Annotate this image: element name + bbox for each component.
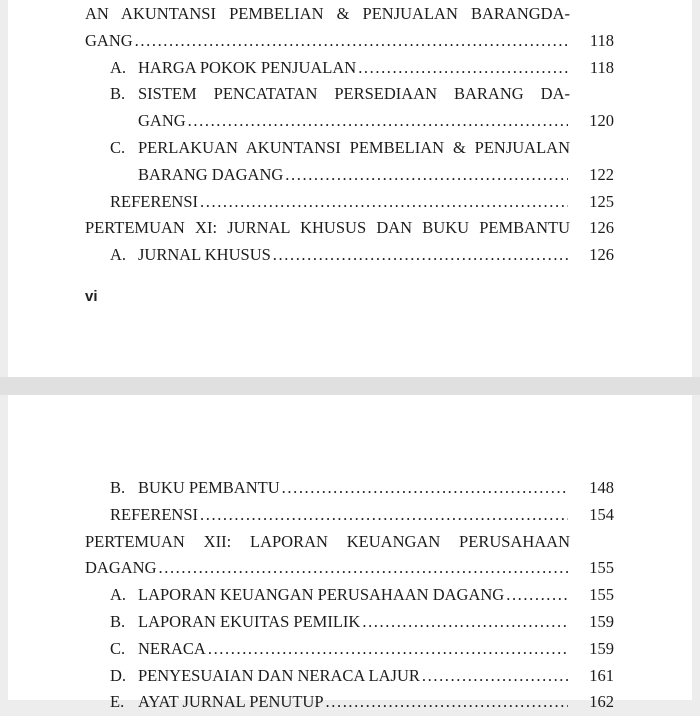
toc-entry-body: [85, 529, 570, 556]
toc-entry: [85, 162, 614, 189]
table-of-contents-page-1: [8, 0, 692, 269]
entry-text: AN AKUNTANSI PEMBELIAN & PENJUALAN BARANGDA-: [85, 4, 570, 23]
dot-leader: [200, 502, 568, 529]
dot-leader: [506, 582, 568, 609]
dot-leader: [159, 555, 569, 582]
dot-leader: [200, 189, 568, 216]
entry-page-number: 118: [589, 57, 614, 77]
toc-entry: [85, 189, 614, 216]
toc-entry: [85, 636, 614, 663]
entry-letter-label: D.: [110, 665, 127, 685]
toc-entry: [85, 55, 614, 82]
dot-leader: [422, 663, 568, 690]
toc-entry: [85, 663, 614, 690]
toc-entry: [85, 529, 614, 556]
entry-text: SISTEM PENCATATAN PERSEDIAAN BARANG DA-: [138, 84, 570, 104]
entry-text: HARGA POKOK PENJUALAN: [138, 57, 357, 77]
entry-page-number: 126: [589, 218, 614, 238]
dot-leader: [326, 689, 568, 716]
dot-leader: [208, 636, 568, 663]
entry-text: LAPORAN EKUITAS PEMILIK: [138, 611, 361, 631]
toc-entry: [85, 135, 614, 162]
toc-entry-body: [110, 609, 570, 636]
entry-text: REFERENSI: [110, 191, 199, 211]
entry-page-number: 159: [589, 638, 614, 658]
entry-letter-label: C.: [110, 638, 126, 658]
table-of-contents-page-2: [8, 395, 692, 716]
dot-leader: [135, 28, 568, 55]
toc-entry-body: [85, 28, 570, 55]
entry-letter-label: B.: [110, 611, 126, 631]
toc-entry-body: [110, 81, 570, 108]
toc-entry: [85, 555, 614, 582]
entry-page-number: 155: [589, 558, 614, 578]
entry-text: PERTEMUAN XI: JURNAL KHUSUS DAN BUKU PEMBANTU: [85, 218, 570, 238]
toc-entry: [85, 108, 614, 135]
toc-entry: [85, 609, 614, 636]
toc-entry-body: [138, 108, 570, 135]
page-separator: [0, 377, 700, 395]
entry-text: PERTEMUAN XII: LAPORAN KEUANGAN PERUSAHAAN: [85, 531, 570, 551]
document-page-1: [8, 0, 692, 377]
toc-entry-body: [110, 189, 570, 216]
entry-letter-label: E.: [110, 692, 125, 712]
dot-leader: [285, 162, 568, 189]
toc-entry: [85, 475, 614, 502]
toc-entry: [85, 1, 614, 28]
toc-entry-body: [85, 215, 570, 242]
toc-entry-body: [85, 1, 570, 28]
entry-page-number: 118: [589, 30, 614, 50]
toc-entry: [85, 502, 614, 529]
entry-letter-label: B.: [110, 478, 126, 497]
entry-page-number: 148: [589, 478, 614, 497]
toc-entry-body: [110, 582, 570, 609]
entry-letter-label: B.: [110, 84, 126, 104]
toc-entry: [85, 81, 614, 108]
dot-leader: [362, 609, 568, 636]
entry-text: REFERENSI: [110, 504, 199, 524]
toc-entry: [85, 28, 614, 55]
entry-page-number: 159: [589, 611, 614, 631]
toc-entry-body: [110, 55, 570, 82]
entry-page-number: 120: [589, 111, 614, 131]
dot-leader: [273, 242, 568, 269]
entry-text: AYAT JURNAL PENUTUP: [138, 692, 324, 712]
toc-entry-body: [110, 663, 570, 690]
entry-letter-label: A.: [110, 585, 127, 605]
entry-letter-label: A.: [110, 57, 127, 77]
entry-page-number: 161: [589, 665, 614, 685]
entry-text: LAPORAN KEUANGAN PERUSAHAAN DAGANG: [138, 585, 505, 605]
dot-leader: [188, 108, 568, 135]
dot-leader: [358, 55, 568, 82]
toc-entry-body: [110, 636, 570, 663]
entry-text: GANG: [138, 111, 186, 131]
entry-page-number: 125: [589, 191, 614, 211]
entry-text: BARANG DAGANG: [138, 164, 284, 184]
entry-text: JURNAL KHUSUS: [138, 245, 271, 265]
entry-text: PENYESUAIAN DAN NERACA LAJUR: [138, 665, 420, 685]
toc-entry-body: [138, 162, 570, 189]
document-page-2: [8, 395, 692, 712]
entry-page-number: 154: [589, 504, 614, 524]
entry-text: NERACA: [138, 638, 206, 658]
toc-entry: [85, 215, 614, 242]
entry-page-number: 126: [589, 245, 614, 265]
entry-text: GANG: [85, 30, 133, 50]
page-folio: vi: [85, 288, 98, 305]
dot-leader: [282, 475, 568, 502]
entry-text: PERLAKUAN AKUNTANSI PEMBELIAN & PENJUALAN: [138, 137, 570, 157]
entry-text: BUKU PEMBANTU: [138, 478, 280, 497]
entry-text: DAGANG: [85, 558, 157, 578]
toc-entry-body: [110, 502, 570, 529]
entry-letter-label: A.: [110, 245, 127, 265]
entry-page-number: 155: [589, 585, 614, 605]
toc-entry-body: [110, 242, 570, 269]
toc-entry: [85, 582, 614, 609]
toc-entry-body: [110, 475, 570, 502]
toc-entry-body: [85, 555, 570, 582]
entry-letter-label: C.: [110, 137, 126, 157]
toc-entry: [85, 689, 614, 716]
toc-entry-body: [110, 689, 570, 716]
entry-page-number: 122: [589, 164, 614, 184]
entry-page-number: 162: [589, 692, 614, 712]
toc-entry: [85, 242, 614, 269]
toc-entry-body: [110, 135, 570, 162]
